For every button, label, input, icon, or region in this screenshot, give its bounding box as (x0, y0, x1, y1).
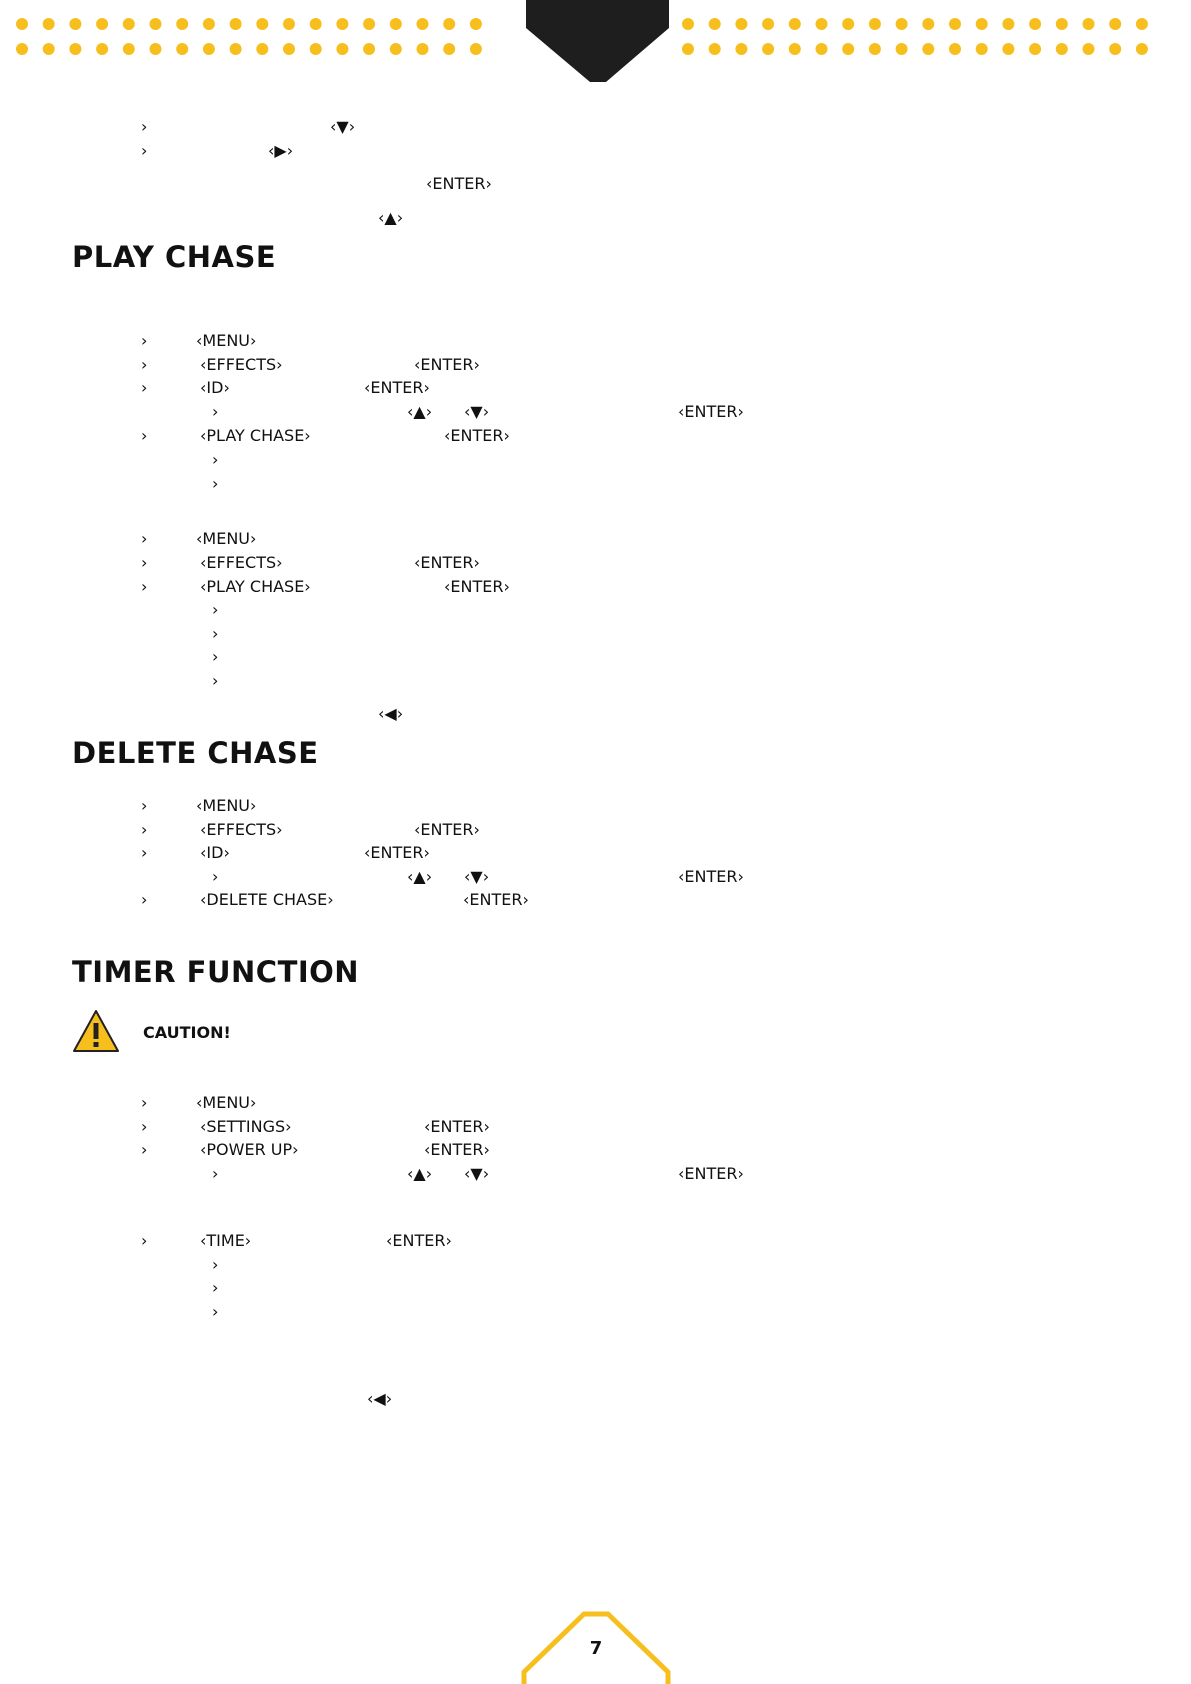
decorative-dot (256, 18, 268, 30)
decorative-dot (1002, 18, 1014, 30)
decorative-dot (150, 43, 162, 55)
bullet: › (212, 647, 219, 666)
header-decoration (0, 0, 1191, 90)
decorative-dot (336, 43, 348, 55)
decorative-dot (1083, 43, 1095, 55)
bullet: › (141, 577, 148, 596)
decorative-dot (842, 43, 854, 55)
key-down: ‹▼› (464, 402, 490, 421)
decorative-dot (150, 18, 162, 30)
bullet: › (141, 1231, 148, 1250)
decorative-dot (1109, 43, 1121, 55)
key-up: ‹▲› (407, 402, 433, 421)
decorative-dot (1083, 18, 1095, 30)
decorative-dot (390, 43, 402, 55)
decorative-dot (363, 18, 375, 30)
bullet: › (141, 1140, 148, 1159)
key-up: ‹▲› (407, 1164, 433, 1183)
key-delete-chase: ‹DELETE CHASE› (200, 890, 334, 909)
key-down: ‹▼› (330, 117, 356, 136)
dot-pattern-left (16, 18, 482, 55)
decorative-dot (709, 43, 721, 55)
decorative-dot (922, 43, 934, 55)
bullet: › (141, 117, 148, 136)
bullet: › (212, 867, 219, 886)
bullet: › (212, 671, 219, 690)
bullet: › (141, 378, 148, 397)
bullet: › (141, 796, 148, 815)
decorative-dot (816, 18, 828, 30)
decorative-dot (417, 18, 429, 30)
decorative-dot (869, 18, 881, 30)
decorative-dot (1029, 43, 1041, 55)
decorative-dot (230, 18, 242, 30)
bullet: › (212, 474, 219, 493)
key-enter: ‹ENTER› (424, 1140, 490, 1159)
bullet: › (212, 402, 219, 421)
key-effects: ‹EFFECTS› (200, 553, 283, 572)
bullet: › (141, 1093, 148, 1112)
decorative-dot (922, 18, 934, 30)
decorative-dot (1029, 18, 1041, 30)
key-enter: ‹ENTER› (444, 577, 510, 596)
bullet: › (141, 426, 148, 445)
bullet: › (212, 1302, 219, 1321)
key-enter: ‹ENTER› (463, 890, 529, 909)
decorative-dot (470, 18, 482, 30)
key-enter: ‹ENTER› (444, 426, 510, 445)
decorative-dot (762, 43, 774, 55)
key-settings: ‹SETTINGS› (200, 1117, 292, 1136)
decorative-dot (682, 18, 694, 30)
decorative-dot (735, 43, 747, 55)
key-enter: ‹ENTER› (424, 1117, 490, 1136)
decorative-dot (735, 18, 747, 30)
decorative-dot (230, 43, 242, 55)
key-enter: ‹ENTER› (678, 1164, 744, 1183)
decorative-dot (176, 18, 188, 30)
decorative-dot (896, 18, 908, 30)
bullet: › (212, 1278, 219, 1297)
bullet: › (141, 890, 148, 909)
decorative-dot (762, 18, 774, 30)
bullet: › (212, 450, 219, 469)
decorative-dot (203, 18, 215, 30)
bullet: › (141, 843, 148, 862)
decorative-dot (69, 18, 81, 30)
section-title-timer-function: TIMER FUNCTION (72, 955, 360, 989)
key-up: ‹▲› (378, 208, 404, 227)
dot-pattern-right (682, 18, 1148, 55)
key-play-chase: ‹PLAY CHASE› (200, 577, 311, 596)
decorative-dot (1136, 43, 1148, 55)
key-up: ‹▲› (407, 867, 433, 886)
decorative-dot (390, 18, 402, 30)
key-id: ‹ID› (200, 378, 230, 397)
decorative-dot (69, 43, 81, 55)
key-time: ‹TIME› (200, 1231, 252, 1250)
decorative-dot (16, 18, 28, 30)
decorative-dot (682, 43, 694, 55)
bullet: › (141, 331, 148, 350)
decorative-dot (789, 18, 801, 30)
bullet: › (212, 1164, 219, 1183)
decorative-dot (1056, 43, 1068, 55)
key-effects: ‹EFFECTS› (200, 820, 283, 839)
key-menu: ‹MENU› (196, 529, 257, 548)
decorative-dot (1136, 18, 1148, 30)
key-id: ‹ID› (200, 843, 230, 862)
key-right: ‹▶› (268, 141, 294, 160)
decorative-dot (417, 43, 429, 55)
header-chevron (526, 0, 669, 82)
key-menu: ‹MENU› (196, 1093, 257, 1112)
key-enter: ‹ENTER› (414, 820, 480, 839)
key-enter: ‹ENTER› (426, 174, 492, 193)
bullet: › (141, 141, 148, 160)
section-title-play-chase: PLAY CHASE (72, 240, 277, 274)
key-menu: ‹MENU› (196, 796, 257, 815)
key-enter: ‹ENTER› (678, 867, 744, 886)
decorative-dot (310, 43, 322, 55)
decorative-dot (336, 18, 348, 30)
key-down: ‹▼› (464, 867, 490, 886)
decorative-dot (842, 18, 854, 30)
bullet: › (141, 553, 148, 572)
section-title-delete-chase: DELETE CHASE (72, 736, 319, 770)
key-menu: ‹MENU› (196, 331, 257, 350)
bullet: › (141, 355, 148, 374)
decorative-dot (283, 18, 295, 30)
decorative-dot (363, 43, 375, 55)
bullet: › (141, 1117, 148, 1136)
bullet: › (141, 529, 148, 548)
decorative-dot (869, 43, 881, 55)
decorative-dot (976, 43, 988, 55)
key-enter: ‹ENTER› (364, 843, 430, 862)
decorative-dot (976, 18, 988, 30)
decorative-dot (949, 18, 961, 30)
key-left: ‹◀› (378, 704, 404, 723)
decorative-dot (896, 43, 908, 55)
bullet: › (212, 1255, 219, 1274)
decorative-dot (443, 18, 455, 30)
page-number: 7 (589, 1638, 603, 1659)
key-enter: ‹ENTER› (678, 402, 744, 421)
decorative-dot (1109, 18, 1121, 30)
decorative-dot (949, 43, 961, 55)
key-enter: ‹ENTER› (414, 553, 480, 572)
decorative-dot (123, 43, 135, 55)
decorative-dot (43, 43, 55, 55)
key-effects: ‹EFFECTS› (200, 355, 283, 374)
decorative-dot (96, 18, 108, 30)
bullet: › (212, 600, 219, 619)
bullet: › (212, 624, 219, 643)
decorative-dot (1056, 18, 1068, 30)
decorative-dot (470, 43, 482, 55)
decorative-dot (816, 43, 828, 55)
decorative-dot (709, 18, 721, 30)
decorative-dot (1002, 43, 1014, 55)
decorative-dot (96, 43, 108, 55)
bullet: › (141, 820, 148, 839)
decorative-dot (443, 43, 455, 55)
decorative-dot (16, 43, 28, 55)
key-left: ‹◀› (367, 1389, 393, 1408)
key-power-up: ‹POWER UP› (200, 1140, 299, 1159)
decorative-dot (123, 18, 135, 30)
decorative-dot (256, 43, 268, 55)
warning-triangle-icon (71, 1008, 121, 1054)
decorative-dot (789, 43, 801, 55)
key-enter: ‹ENTER› (414, 355, 480, 374)
decorative-dot (283, 43, 295, 55)
key-down: ‹▼› (464, 1164, 490, 1183)
key-enter: ‹ENTER› (364, 378, 430, 397)
key-enter: ‹ENTER› (386, 1231, 452, 1250)
decorative-dot (43, 18, 55, 30)
decorative-dot (203, 43, 215, 55)
caution-label: CAUTION! (143, 1023, 231, 1042)
decorative-dot (310, 18, 322, 30)
decorative-dot (176, 43, 188, 55)
key-play-chase: ‹PLAY CHASE› (200, 426, 311, 445)
